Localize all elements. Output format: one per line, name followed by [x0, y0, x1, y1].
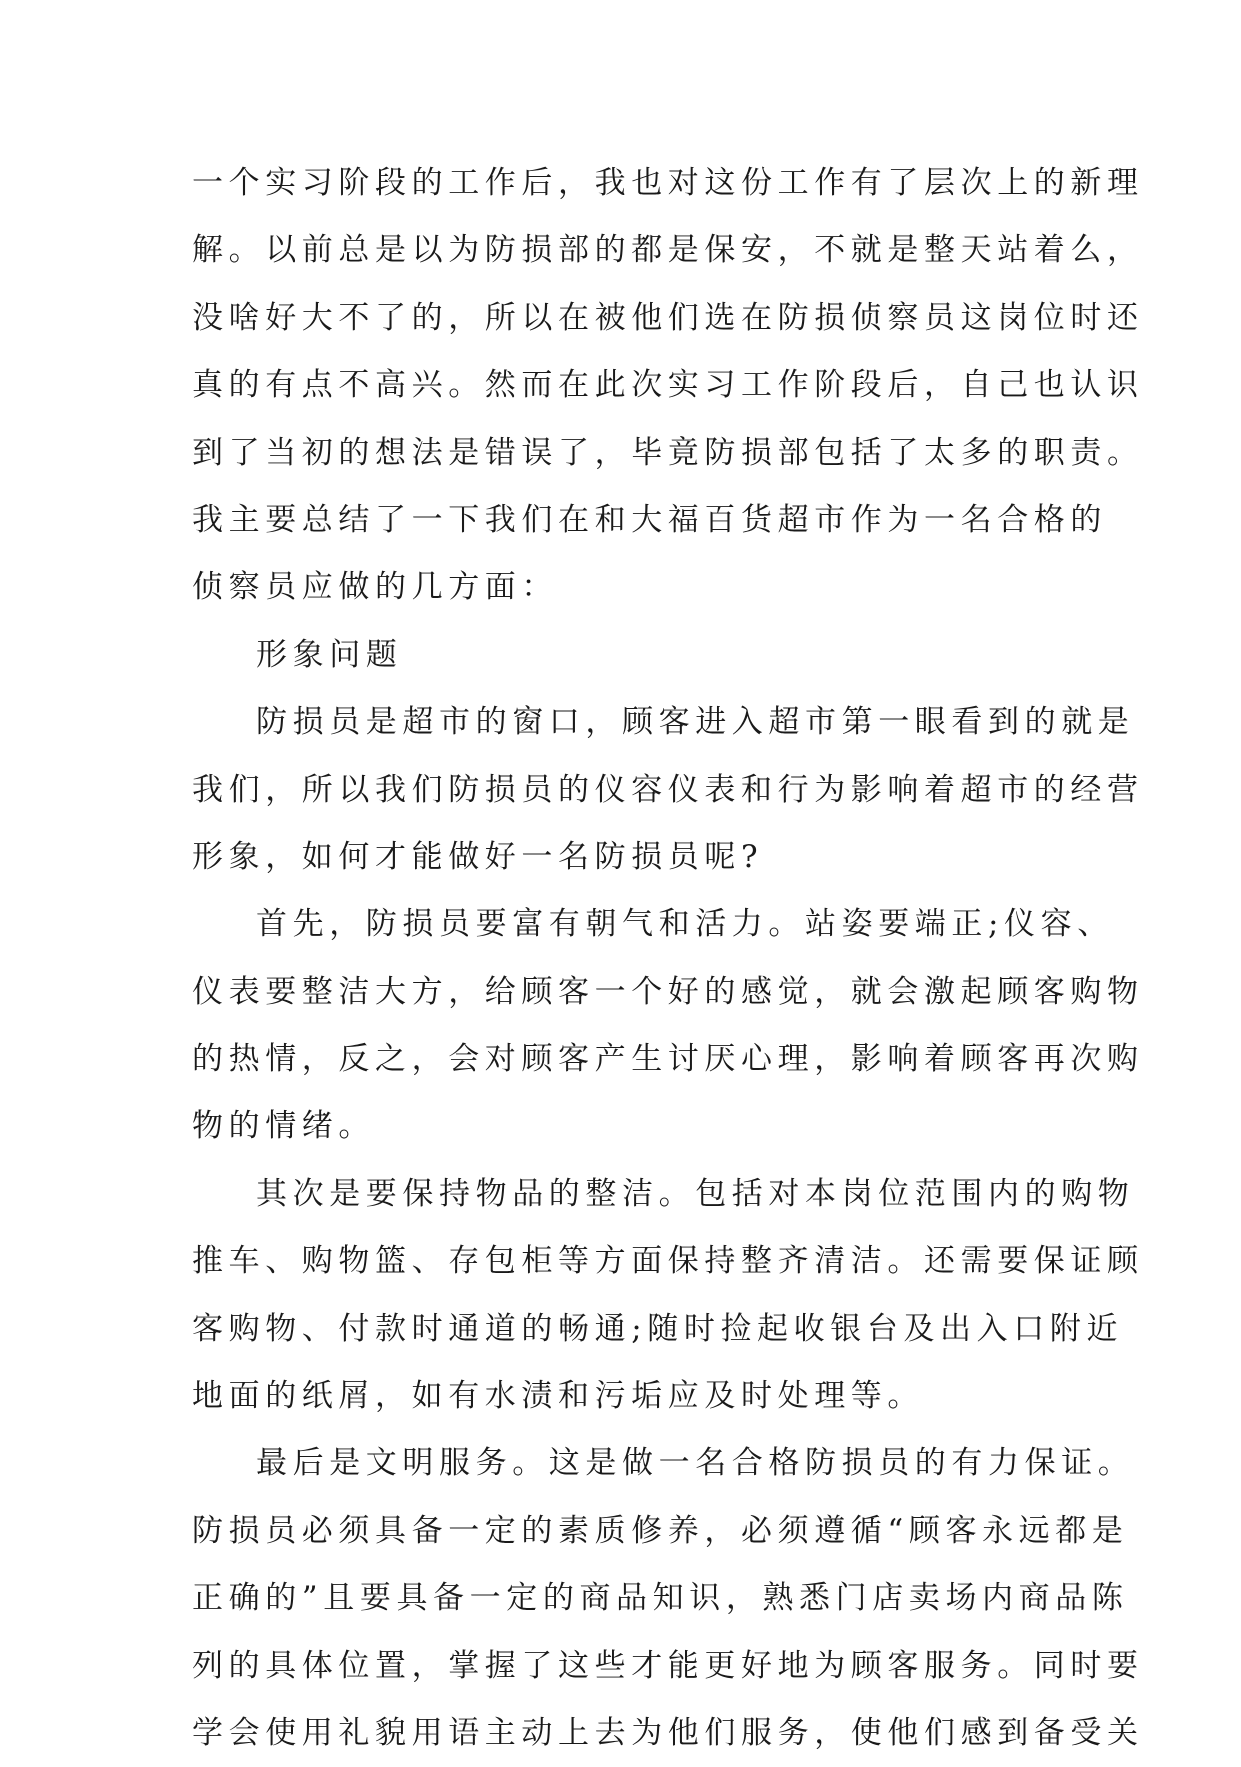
text-line: 客购物、付款时通道的畅通;随时捡起收银台及出入口附近: [192, 1310, 1124, 1347]
paragraph-start-line: 首先，防损员要富有朝气和活力。站姿要端正;仪容、: [256, 906, 1114, 943]
text-line: 推车、购物篮、存包柜等方面保持整齐清洁。还需要保证顾: [192, 1243, 1144, 1280]
paragraph-start-line: 最后是文明服务。这是做一名合格防损员的有力保证。: [256, 1445, 1135, 1482]
text-line: 仪表要整洁大方，给顾客一个好的感觉，就会激起顾客购物: [192, 973, 1144, 1010]
text-line: 一个实习阶段的工作后，我也对这份工作有了层次上的新理: [192, 165, 1144, 201]
text-line: 我们，所以我们防损员的仪容仪表和行为影响着超市的经营: [192, 771, 1144, 808]
paragraph-start-line: 其次是要保持物品的整洁。包括对本岗位范围内的购物: [256, 1175, 1135, 1212]
text-line: 到了当初的想法是错误了，毕竟防损部包括了太多的职责。: [192, 434, 1144, 471]
text-line: 防损员必须具备一定的素质修养，必须遵循“顾客永远都是: [192, 1512, 1129, 1549]
text-line: 列的具体位置，掌握了这些才能更好地为顾客服务。同时要: [192, 1647, 1144, 1684]
text-line: 没啥好大不了的，所以在被他们选在防损侦察员这岗位时还: [192, 299, 1144, 336]
text-line: 学会使用礼貌用语主动上去为他们服务，使他们感到备受关: [192, 1714, 1144, 1751]
text-line: 正确的”且要具备一定的商品知识，熟悉门店卖场内商品陈: [192, 1580, 1129, 1617]
paragraph-start-line: 防损员是超市的窗口，顾客进入超市第一眼看到的就是: [256, 704, 1135, 741]
text-line: 的热情，反之，会对顾客产生讨厌心理，影响着顾客再次购: [192, 1041, 1144, 1078]
text-line: 侦察员应做的几方面：: [192, 569, 558, 606]
section-heading: 形象问题: [256, 636, 403, 673]
text-line: 形象，如何才能做好一名防损员呢?: [192, 838, 764, 875]
text-line: 物的情绪。: [192, 1108, 375, 1145]
text-line: 我主要总结了一下我们在和大福百货超市作为一名合格的: [192, 501, 1107, 538]
body-text: [192, 150, 1144, 1767]
text-line: 解。以前总是以为防损部的都是保安，不就是整天站着么，: [192, 232, 1144, 269]
text-line: 地面的纸屑，如有水渍和污垢应及时处理等。: [192, 1378, 924, 1415]
text-line: 真的有点不高兴。然而在此次实习工作阶段后，自己也认识: [192, 367, 1144, 404]
